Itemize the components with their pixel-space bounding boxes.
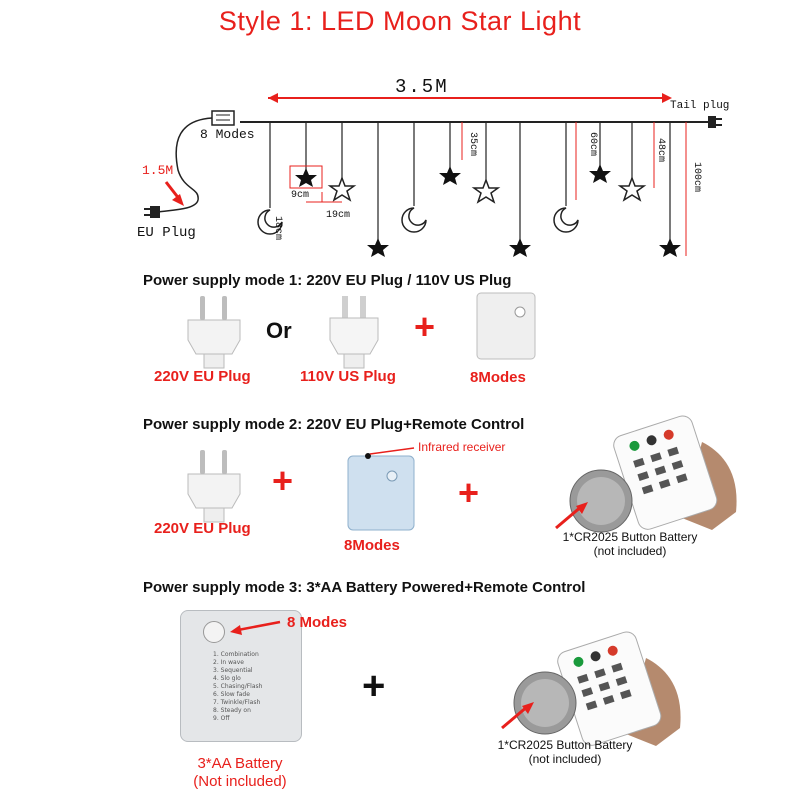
- box-mode-7: 7. Twinkle/Flash: [213, 699, 261, 706]
- mode3-heading: Power supply mode 3: 3*AA Battery Powered+Remote Control: [143, 579, 586, 596]
- aa-battery-line1: 3*AA Battery: [197, 755, 283, 772]
- modes-pointer: [226, 618, 286, 638]
- dim-19cm: 19cm: [326, 210, 351, 221]
- mode1-heading: Power supply mode 1: 220V EU Plug / 110V US Plug: [143, 272, 512, 289]
- mode3-plus: +: [362, 664, 386, 708]
- tail-plug-label: Tail plug: [670, 100, 730, 112]
- width-label: 3.5M: [395, 76, 449, 98]
- mode2-modes-label: 8Modes: [344, 537, 400, 554]
- mode3-battery-line2: (not included): [528, 752, 602, 766]
- mode2-battery-line1: 1*CR2025 Button Battery: [562, 530, 698, 544]
- mode2-plus-1: +: [272, 460, 294, 501]
- mode2-plus-2: +: [458, 472, 480, 513]
- eu-plug-icon: [186, 296, 242, 368]
- light-diagram: [0, 60, 800, 270]
- mode1-plus: +: [414, 306, 436, 347]
- box-mode-2: 2. In wave: [213, 659, 244, 666]
- dim-9cm: 9cm: [291, 190, 310, 201]
- mode2-eu-plug-label: 220V EU Plug: [154, 520, 251, 537]
- aa-battery-caption: [170, 755, 310, 791]
- eu-plug-icon-2: [186, 450, 242, 522]
- box-mode-8: 8. Steady on: [213, 707, 251, 714]
- dim-60cm: 60cm: [587, 132, 598, 157]
- page-title: Style 1: LED Moon Star Light: [218, 6, 582, 36]
- dim-18cm: 18cm: [272, 216, 283, 241]
- battery-box-modes-list: [213, 651, 262, 723]
- mode3-battery-line1: 1*CR2025 Button Battery: [497, 738, 633, 752]
- mode3-battery-caption: [470, 738, 660, 766]
- cable-length-label: 1.5M: [142, 163, 174, 178]
- mode2-battery-caption: [540, 530, 720, 558]
- infrared-pointer: [368, 446, 418, 458]
- battery-box-switch: [203, 621, 225, 643]
- mode3-modes-label: 8 Modes: [287, 614, 348, 631]
- mode1-modes-label: 8Modes: [470, 369, 526, 386]
- infrared-receiver-label: Infrared receiver: [418, 440, 506, 454]
- dim-48cm: 48cm: [655, 138, 666, 163]
- mode1-or-label: Or: [266, 318, 292, 343]
- dim-100cm: 100cm: [691, 162, 702, 193]
- box-mode-4: 4. Slo glo: [213, 675, 241, 682]
- mode1-eu-plug-label: 220V EU Plug: [154, 368, 251, 385]
- controller-box-icon: [476, 292, 538, 364]
- battery-pointer: [552, 500, 592, 532]
- mode2-heading: Power supply mode 2: 220V EU Plug+Remote Control: [143, 416, 525, 433]
- box-mode-1: 1. Combination: [213, 651, 259, 658]
- dim-35cm: 35cm: [467, 132, 478, 157]
- receiver-box-icon: [346, 450, 418, 532]
- diagram-modes-label: 8 Modes: [200, 127, 255, 142]
- eu-plug-label: EU Plug: [137, 225, 196, 241]
- box-mode-5: 5. Chasing/Flash: [213, 683, 263, 690]
- mode2-battery-line2: (not included): [593, 544, 667, 558]
- box-mode-3: 3. Sequential: [213, 667, 253, 674]
- aa-battery-line2: (Not included): [193, 773, 287, 790]
- battery-pointer-2: [498, 700, 538, 732]
- mode1-us-plug-label: 110V US Plug: [300, 368, 396, 385]
- box-mode-9: 9. Off: [213, 715, 230, 722]
- box-mode-6: 6. Slow fade: [213, 691, 250, 698]
- us-plug-icon: [326, 296, 382, 368]
